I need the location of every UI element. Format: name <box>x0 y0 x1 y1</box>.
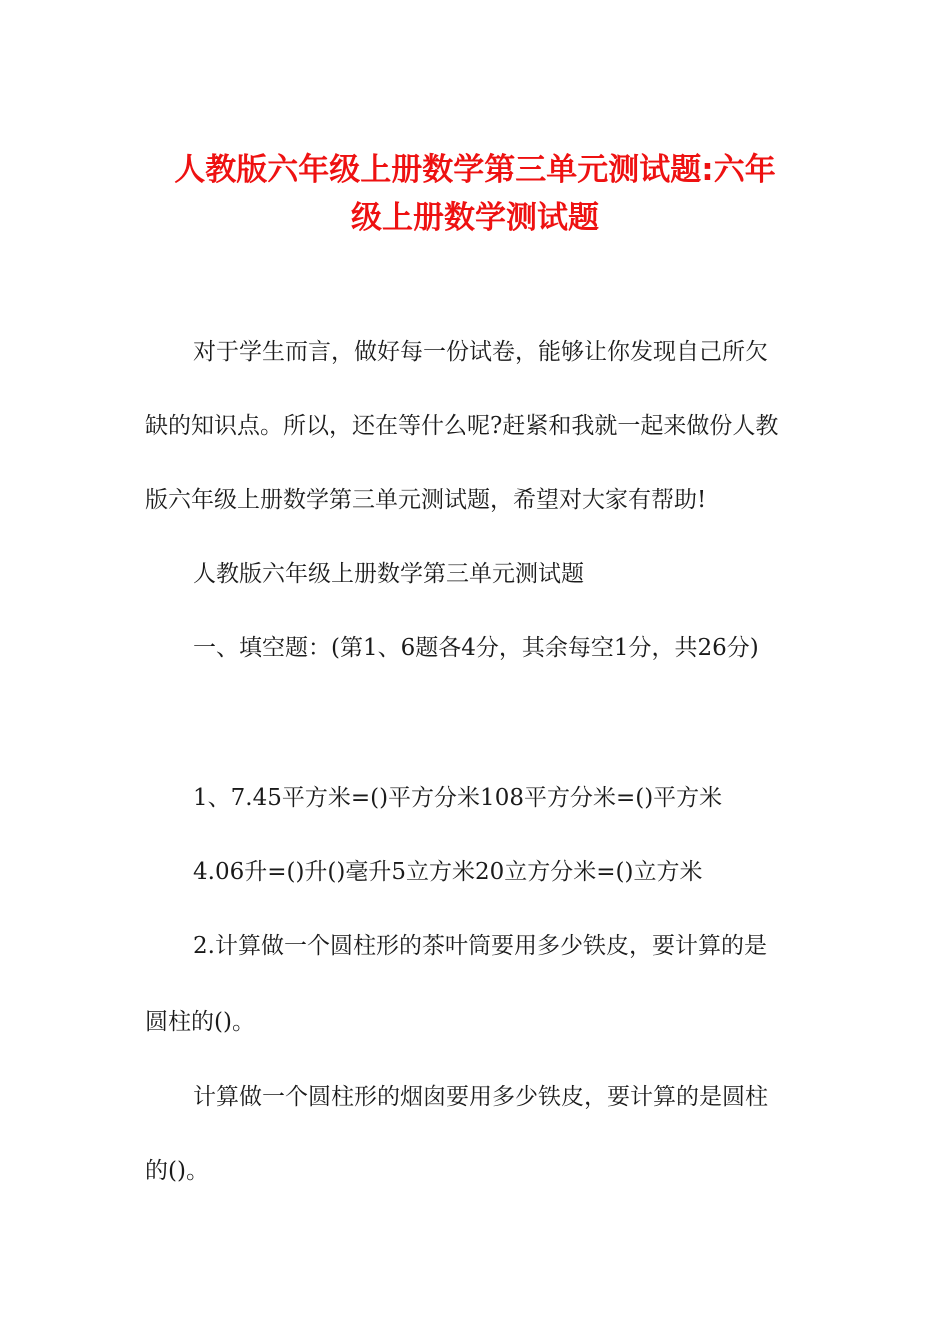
document-title-line-2: 级上册数学测试题 <box>351 200 599 236</box>
body-line-8: 2.计算做一个圆柱形的茶叶筒要用多少铁皮，要计算的是 <box>193 933 767 959</box>
body-line-3: 版六年级上册数学第三单元测试题，希望对大家有帮助! <box>145 487 707 513</box>
body-line-9: 圆柱的()。 <box>145 1009 255 1035</box>
body-line-1: 对于学生而言，做好每一份试卷，能够让你发现自己所欠 <box>193 339 768 365</box>
body-line-5: 一、填空题：(第1、6题各4分，其余每空1分，共26分) <box>193 635 759 661</box>
body-line-7: 4.06升=()升()毫升5立方米20立方分米=()立方米 <box>193 859 703 885</box>
body-line-4: 人教版六年级上册数学第三单元测试题 <box>193 561 584 587</box>
body-line-2: 缺的知识点。所以，还在等什么呢?赶紧和我就一起来做份人教 <box>145 413 779 439</box>
document-title-line-1: 人教版六年级上册数学第三单元测试题:六年 <box>174 152 776 188</box>
body-line-11: 的()。 <box>145 1158 209 1184</box>
body-line-10: 计算做一个圆柱形的烟囱要用多少铁皮，要计算的是圆柱 <box>193 1084 768 1110</box>
body-line-6: 1、7.45平方米=()平方分米108平方分米=()平方米 <box>193 785 723 811</box>
